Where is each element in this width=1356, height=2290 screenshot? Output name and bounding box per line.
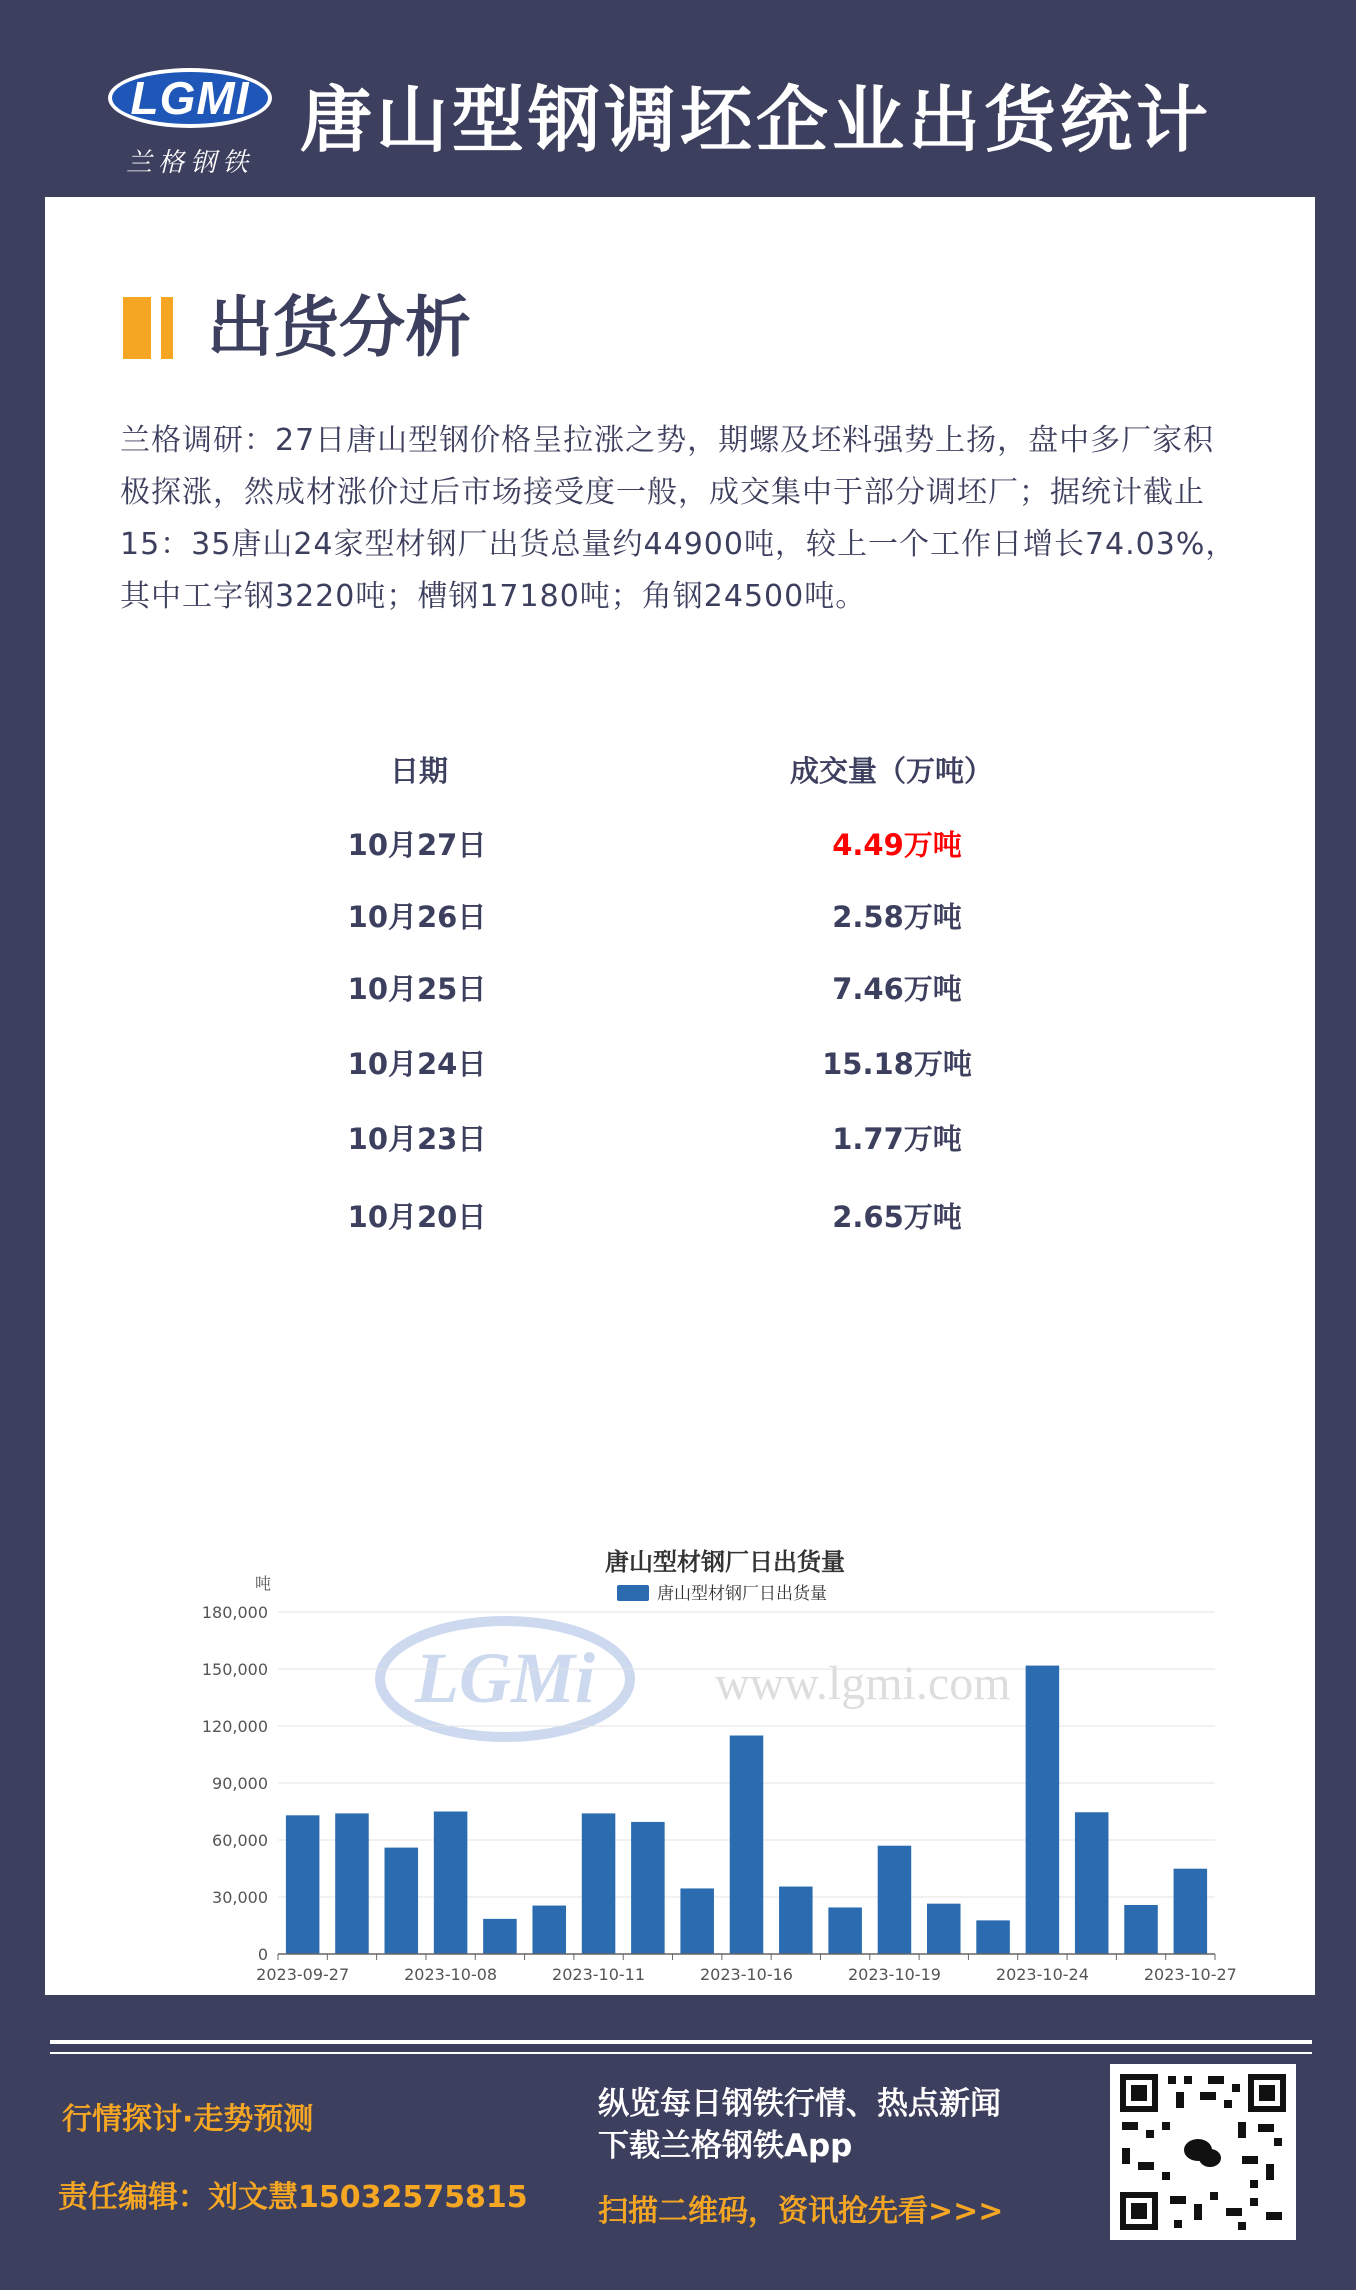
x-tick-label: 2023-10-11 bbox=[552, 1965, 646, 1984]
table-cell-volume: 1.77万吨 bbox=[832, 1122, 962, 1156]
x-axis-ticks bbox=[256, 1954, 1237, 1984]
footer-scan-prompt[interactable]: 扫描二维码，资讯抢先看>>> bbox=[598, 2194, 1004, 2229]
legend-label: 唐山型材钢厂日出货量 bbox=[657, 1584, 827, 1604]
footer-promo-line2: 下载兰格钢铁App bbox=[598, 2128, 853, 2164]
page-title: 唐山型钢调坯企业出货统计 bbox=[300, 78, 1213, 162]
section-marker bbox=[123, 297, 151, 359]
bar-2023-10-11[interactable] bbox=[582, 1813, 616, 1954]
footer-divider-thin bbox=[50, 2052, 1312, 2054]
footer-divider bbox=[50, 2040, 1312, 2044]
lgmi-logo bbox=[100, 62, 280, 182]
logo-subtitle: 兰格钢铁 bbox=[125, 148, 254, 178]
table-header-volume: 成交量（万吨） bbox=[790, 754, 994, 788]
table-cell-volume: 2.65万吨 bbox=[832, 1200, 962, 1234]
footer-editor: 责任编辑：刘文慧15032575815 bbox=[58, 2180, 528, 2215]
table-cell-volume: 2.58万吨 bbox=[832, 900, 962, 934]
section-marker-thin bbox=[161, 297, 173, 359]
y-tick-label: 150,000 bbox=[201, 1660, 268, 1679]
bar-2023-10-20[interactable] bbox=[927, 1904, 961, 1954]
logo-text: LGMI bbox=[130, 72, 250, 124]
y-axis-unit: 吨 bbox=[254, 1574, 272, 1593]
table-cell-date: 10月24日 bbox=[347, 1047, 487, 1081]
qr-code-icon bbox=[1118, 2072, 1288, 2232]
bar-2023-10-17[interactable] bbox=[779, 1887, 813, 1954]
section-title: 出货分析 bbox=[207, 289, 471, 366]
table-header-date: 日期 bbox=[390, 754, 449, 788]
bar-2023-10-19[interactable] bbox=[878, 1846, 912, 1954]
bar-2023-10-24[interactable] bbox=[1026, 1666, 1060, 1954]
x-tick-label: 2023-10-16 bbox=[700, 1965, 793, 1984]
chart-title: 唐山型材钢厂日出货量 bbox=[605, 1548, 845, 1576]
y-tick-label: 180,000 bbox=[201, 1603, 268, 1622]
x-tick-label: 2023-10-27 bbox=[1143, 1965, 1237, 1984]
watermark bbox=[380, 1621, 1011, 1737]
table-cell-date: 10月27日 bbox=[347, 828, 487, 862]
x-tick-label: 2023-09-27 bbox=[256, 1965, 350, 1984]
bar-2023-10-08[interactable] bbox=[434, 1812, 468, 1955]
table-cell-date: 10月20日 bbox=[347, 1200, 487, 1234]
bar-2023-10-09[interactable] bbox=[483, 1919, 517, 1954]
y-tick-label: 90,000 bbox=[212, 1774, 268, 1793]
x-tick-label: 2023-10-19 bbox=[847, 1965, 941, 1984]
bar-2023-09-27[interactable] bbox=[286, 1815, 320, 1954]
bar-2023-10-07[interactable] bbox=[385, 1848, 419, 1954]
footer-promo-line1: 纵览每日钢铁行情、热点新闻 bbox=[598, 2086, 1001, 2122]
bar-2023-10-25[interactable] bbox=[1075, 1812, 1109, 1954]
qr-code[interactable] bbox=[1110, 2064, 1296, 2240]
table-cell-date: 10月26日 bbox=[347, 900, 487, 934]
watermark-logo-text: LGMi bbox=[415, 1638, 595, 1718]
bar-2023-10-23[interactable] bbox=[976, 1920, 1010, 1954]
footer-slogan: 行情探讨·走势预测 bbox=[62, 2102, 314, 2137]
bar-2023-10-18[interactable] bbox=[828, 1907, 862, 1954]
table-cell-volume: 15.18万吨 bbox=[822, 1047, 972, 1081]
y-axis-ticks bbox=[202, 1603, 268, 1964]
bar-2023-10-27[interactable] bbox=[1174, 1869, 1208, 1954]
bar-2023-10-10[interactable] bbox=[532, 1906, 566, 1954]
legend-swatch bbox=[617, 1585, 649, 1601]
y-tick-label: 120,000 bbox=[201, 1717, 268, 1736]
table-cell-volume-highlight: 4.49万吨 bbox=[832, 828, 962, 862]
bar-2023-10-16[interactable] bbox=[730, 1736, 764, 1955]
y-tick-label: 30,000 bbox=[212, 1888, 268, 1907]
analysis-paragraph: 兰格调研：27日唐山型钢价格呈拉涨之势，期螺及坯料强势上扬，盘中多厂家积极探涨，然成材涨价过后市场接受度一般，成交集中于部分调坯厂；据统计截止15：35唐山24家型材钢厂出货总量约44900吨，较上一个工作日增长74.03%，其中工字钢3220吨；槽钢17180吨；角钢24500吨。 bbox=[120, 423, 1237, 614]
bar-2023-09-28[interactable] bbox=[335, 1813, 369, 1954]
bar-2023-10-13[interactable] bbox=[680, 1888, 714, 1954]
table-cell-date: 10月23日 bbox=[347, 1122, 487, 1156]
header bbox=[0, 0, 1356, 197]
bar-2023-10-12[interactable] bbox=[631, 1822, 665, 1954]
x-tick-label: 2023-10-24 bbox=[995, 1965, 1089, 1984]
watermark-url: www.lgmi.com bbox=[715, 1657, 1011, 1710]
content-panel bbox=[45, 197, 1315, 1995]
y-tick-label: 60,000 bbox=[212, 1831, 268, 1850]
table-cell-date: 10月25日 bbox=[347, 972, 487, 1006]
bar-chart bbox=[135, 1327, 1265, 2027]
table-cell-volume: 7.46万吨 bbox=[832, 972, 962, 1006]
chart-container bbox=[135, 1327, 1265, 2027]
bar-2023-10-26[interactable] bbox=[1124, 1905, 1158, 1954]
x-tick-label: 2023-10-08 bbox=[404, 1965, 498, 1984]
y-tick-label: 0 bbox=[257, 1945, 268, 1964]
